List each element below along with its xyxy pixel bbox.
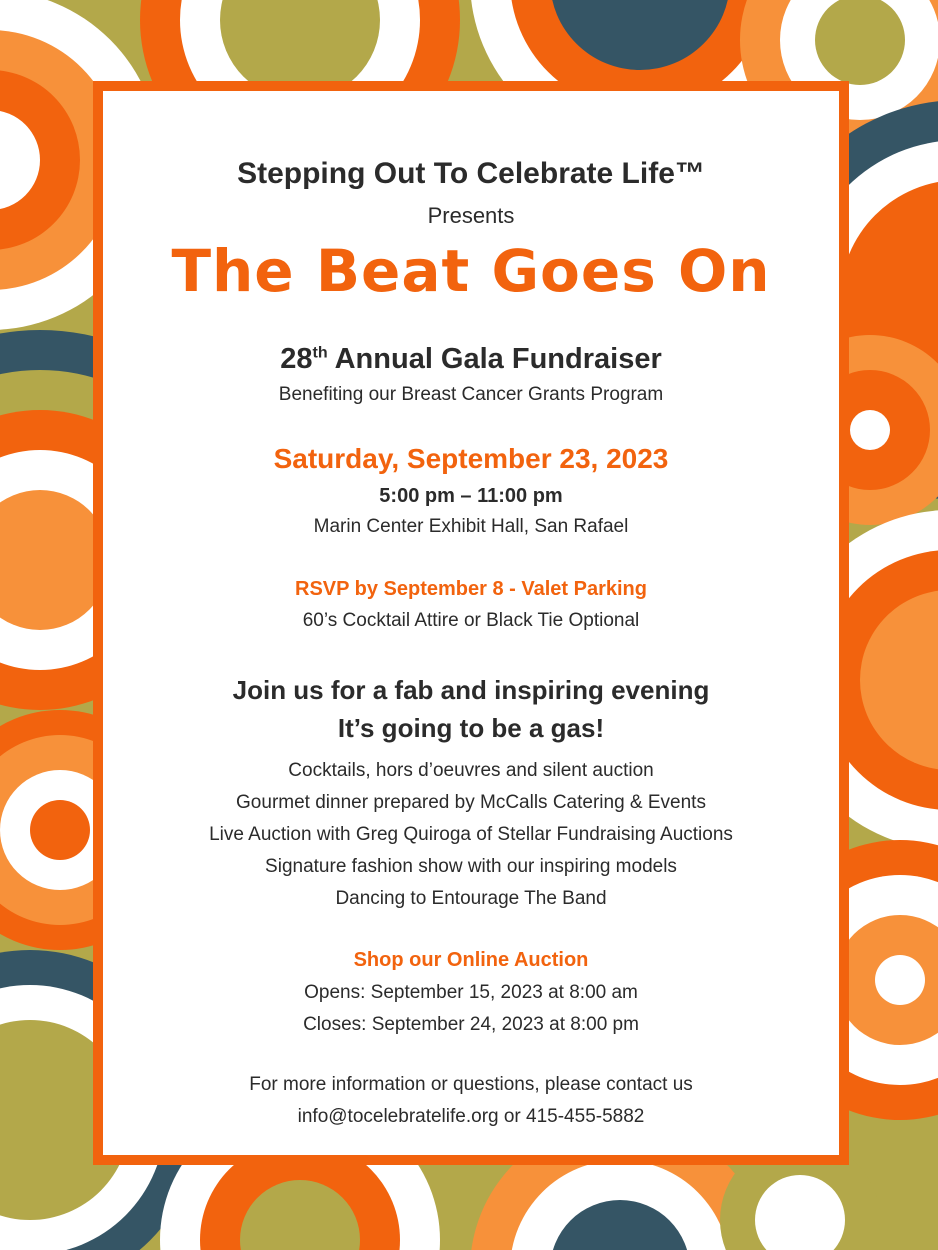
invitation-card bbox=[93, 81, 849, 1165]
gala-suffix: th bbox=[312, 344, 328, 362]
rsvp-deadline: RSVP by September 8 - Valet Parking bbox=[295, 578, 647, 600]
event-title: The Beat Goes On bbox=[171, 237, 771, 305]
join-heading-line-1: Join us for a fab and inspiring evening bbox=[232, 675, 710, 705]
auction-opens: Opens: September 15, 2023 at 8:00 am bbox=[304, 982, 638, 1003]
presents-text: Presents bbox=[427, 203, 515, 228]
event-date: Saturday, September 23, 2023 bbox=[273, 443, 669, 474]
highlight-item: Gourmet dinner prepared by McCalls Catering & Events bbox=[236, 792, 706, 813]
event-venue: Marin Center Exhibit Hall, San Rafael bbox=[313, 516, 629, 537]
highlight-item: Cocktails, hors d’oeuvres and silent auction bbox=[288, 760, 654, 781]
event-time: 5:00 pm – 11:00 pm bbox=[379, 485, 563, 507]
auction-heading: Shop our Online Auction bbox=[353, 949, 589, 971]
highlight-item: Signature fashion show with our inspiring models bbox=[265, 856, 677, 877]
contact-details: info@tocelebratelife.org or 415-455-5882 bbox=[297, 1106, 645, 1127]
contact-text: For more information or questions, please contact us bbox=[249, 1074, 693, 1095]
join-heading-line-2: It’s going to be a gas! bbox=[337, 713, 605, 743]
benefit-text: Benefiting our Breast Cancer Grants Program bbox=[278, 384, 664, 405]
organization-name: Stepping Out To Celebrate Life™ bbox=[237, 157, 705, 190]
auction-closes: Closes: September 24, 2023 at 8:00 pm bbox=[303, 1014, 639, 1035]
highlight-item: Dancing to Entourage The Band bbox=[335, 888, 607, 909]
gala-number: 28 bbox=[280, 343, 313, 375]
attire-note: 60’s Cocktail Attire or Black Tie Optional bbox=[302, 610, 640, 631]
gala-text: Annual Gala Fundraiser bbox=[327, 343, 662, 375]
highlight-item: Live Auction with Greg Quiroga of Stellar Fundraising Auctions bbox=[209, 824, 733, 845]
gala-heading bbox=[103, 343, 839, 376]
